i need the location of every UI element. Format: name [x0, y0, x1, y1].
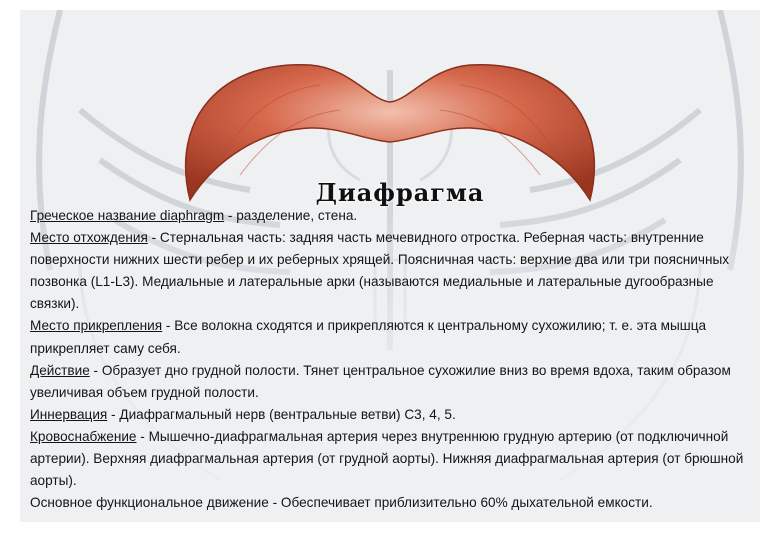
insertion-text: - Все волокна сходятся и прикрепляются к центральному сухожилию; т. е. эта мышца прикрепляет саму себя.: [30, 318, 707, 356]
blood-supply-text: - Мышечно-диафрагмальная артерия через внутреннюю грудную артерию (от подключичной артерии). Верхняя диафрагмальная артерия (от грудной аорты). Нижняя диафрагмальная артерия (от брюшной аорты).: [30, 428, 744, 489]
greek-name-paragraph: [30, 205, 752, 227]
innervation-label: Иннервация: [30, 406, 108, 422]
action-paragraph: [30, 360, 752, 404]
blood-supply-paragraph: [30, 426, 752, 492]
description-text: [30, 205, 752, 514]
page-title: Диафрагма: [315, 178, 485, 207]
origin-label: Место отхождения: [30, 230, 148, 246]
insertion-paragraph: [30, 315, 752, 359]
action-text: - Образует дно грудной полости. Тянет центральное сухожилие вниз во время вдоха, таким образом увеличивая объем грудной полости.: [30, 362, 731, 400]
origin-text: - Стернальная часть: задняя часть мечевидного отростка. Реберная часть: внутренние поверхности нижних шести ребер и их реберных хрящей. Поясничная часть: верхние два или три поясничных позвонка (L1-L3). Медиальные и латеральные арки (называются медиальные и латеральные дугообразные связки).: [30, 230, 730, 312]
innervation-paragraph: [30, 404, 752, 426]
slide-frame: [20, 10, 760, 522]
blood-supply-label: Кровоснабжение: [30, 428, 137, 444]
greek-name-label: Греческое название diaphragm: [30, 208, 225, 223]
innervation-text: - Диафрагмальный нерв (вентральные ветви) С3, 4, 5.: [107, 406, 456, 422]
greek-name-text: - разделение, стена.: [224, 208, 358, 223]
action-label: Действие: [30, 362, 90, 378]
insertion-label: Место прикрепления: [30, 318, 163, 334]
origin-paragraph: [30, 227, 752, 315]
movement-paragraph: Основное функциональное движение - Обеспечивает приблизительно 60% дыхательной емкости.: [30, 495, 653, 511]
